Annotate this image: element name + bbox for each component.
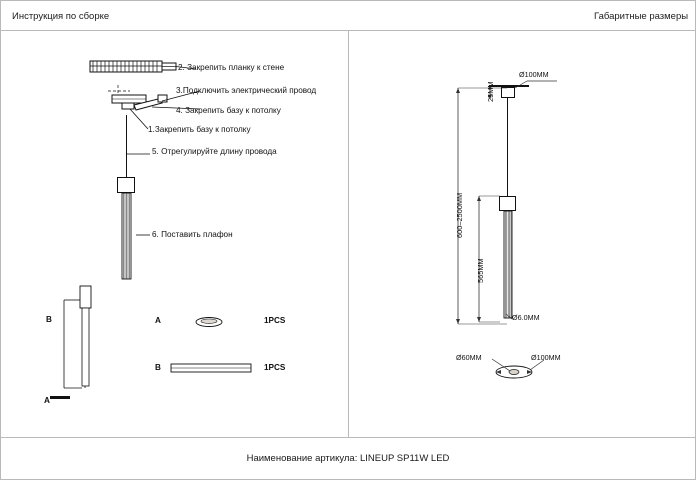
dim-top-diameter-leader — [515, 78, 560, 92]
marker-a-left: A — [44, 396, 50, 405]
lamp-head-block — [117, 177, 135, 193]
marker-b-left: B — [46, 315, 52, 324]
part-b-id: B — [155, 363, 161, 372]
wall-bracket-graphic — [88, 57, 178, 79]
step-6-label: 6. Поставить плафон — [152, 230, 233, 239]
header-left-title: Инструкция по сборке — [12, 11, 110, 22]
right-lamp-head — [499, 196, 516, 211]
step-5-label: 5. Отрегулируйте длину провода — [152, 147, 277, 156]
step-1-label: 1.Закрепить базу к потолку — [148, 125, 251, 134]
dim-body-label: 565ММ — [476, 258, 485, 283]
step-4-label: 4. Закрепить базу к потолку — [176, 106, 281, 115]
step-3-label: 3.Подключить электрический провод — [176, 86, 317, 95]
frame-left-border — [0, 0, 1, 480]
part-a-ring-icon — [195, 316, 225, 330]
bottom-plan-view — [470, 350, 580, 390]
part-b-qty: 1PCS — [264, 363, 286, 372]
center-divider — [348, 30, 349, 437]
part-a-qty: 1PCS — [264, 316, 286, 325]
lamp-reference-diagram — [54, 288, 114, 408]
dim-overall-label: 600–2500ММ — [455, 192, 464, 238]
dim-bottom-small-label: Ø60ММ — [456, 353, 482, 362]
frame-top-border — [0, 0, 696, 1]
dim-bottom-large-label: Ø100ММ — [531, 353, 561, 362]
footer-article-name: Наименование артикула: LINEUP SP11W LED — [246, 453, 450, 464]
right-led-tube — [500, 211, 518, 321]
led-tube-graphic — [118, 193, 136, 281]
part-b-bar-icon — [171, 362, 255, 376]
footer-separator — [0, 437, 696, 438]
suspension-cable — [126, 115, 127, 178]
part-a-id: A — [155, 316, 161, 325]
dim-25mm-label: 25ММ — [486, 81, 495, 102]
ceiling-base-graphic — [100, 83, 180, 123]
dim-tube-diameter-label: Ø6.0ММ — [512, 313, 540, 322]
step-2-label: 2. Закрепить планку к стене — [178, 63, 285, 72]
right-suspension-cable — [507, 98, 508, 198]
dim-top-diameter-label: Ø100ММ — [519, 70, 549, 79]
ceiling-canopy — [501, 87, 515, 98]
header-right-title: Габаритные размеры — [594, 11, 689, 22]
